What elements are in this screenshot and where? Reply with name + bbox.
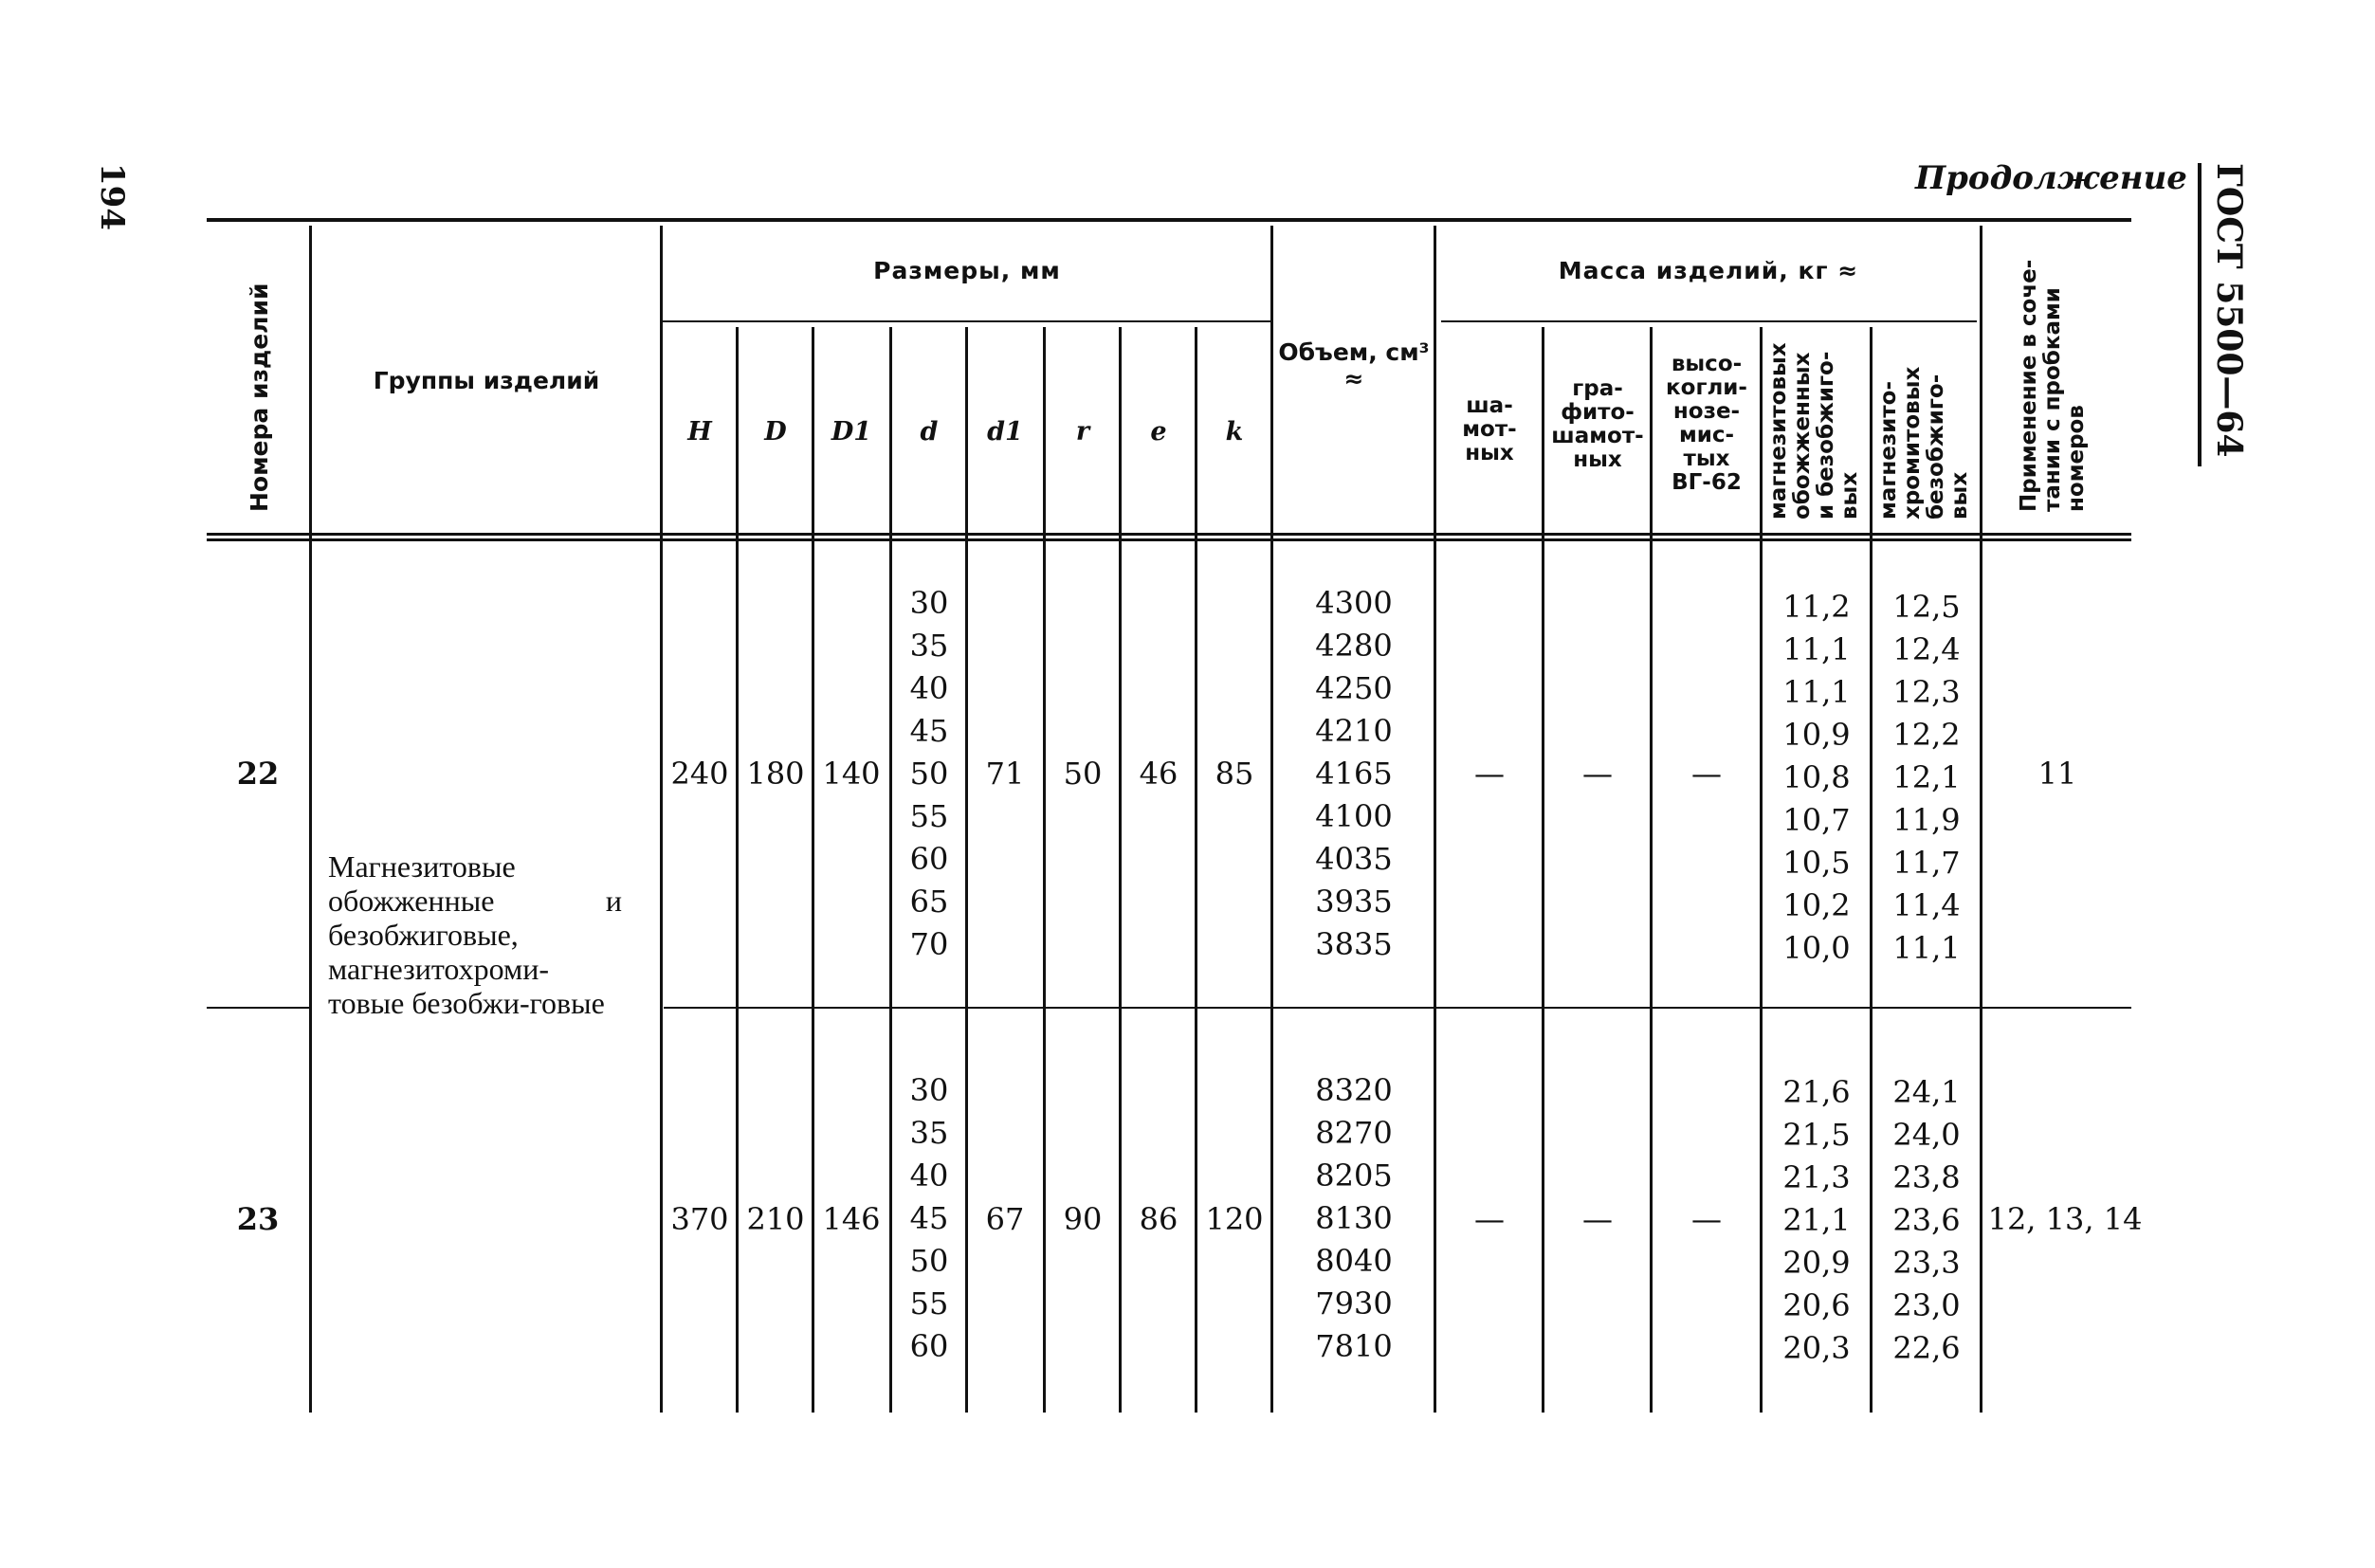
row-22-d-list	[891, 582, 967, 966]
row-23-D: 210	[746, 1201, 805, 1237]
list-item: 10,8	[1782, 759, 1851, 795]
list-item: 21,5	[1782, 1117, 1851, 1153]
list-item: 10,2	[1782, 887, 1851, 923]
header-groups: Группы изделий	[373, 367, 600, 394]
header-item-numbers: Номера изделий	[246, 283, 273, 512]
list-item: 23,8	[1892, 1159, 1961, 1195]
row-22-volume-list	[1274, 582, 1434, 966]
list-item: 40	[909, 670, 949, 706]
row-23-H: 370	[670, 1201, 729, 1237]
list-item: 10,7	[1782, 802, 1851, 838]
list-item: 12,2	[1892, 717, 1961, 753]
list-item: 10,9	[1782, 717, 1851, 753]
header-mass-chamotte: ша- мот- ных	[1462, 393, 1517, 465]
list-item: 30	[909, 1072, 949, 1108]
col-border-H	[736, 327, 739, 1413]
col-border-chamotte	[1542, 327, 1544, 1413]
list-item: 50	[909, 756, 949, 792]
col-border-r	[1119, 327, 1122, 1413]
list-item: 60	[909, 1328, 949, 1364]
header-bottom-border	[207, 533, 2131, 536]
list-item: 4280	[1315, 628, 1393, 664]
dim-symbol-H: H	[687, 417, 712, 447]
header-mass-high-alumina: высо- когли- нозе- мис- тых ВГ-62	[1666, 352, 1747, 495]
list-item: 30	[909, 585, 949, 621]
list-item: 35	[909, 1115, 949, 1151]
row-22-d1: 71	[985, 756, 1025, 792]
row-22-k: 85	[1215, 756, 1254, 792]
row-23-high-alumina: —	[1691, 1201, 1722, 1237]
dim-symbol-d1: d1	[987, 417, 1023, 447]
col-border-number	[309, 226, 312, 1413]
list-item: 8320	[1315, 1072, 1393, 1108]
dim-symbol-e: e	[1150, 417, 1167, 447]
list-item: 8205	[1315, 1158, 1393, 1194]
list-item: 12,4	[1892, 631, 1961, 667]
list-item: 11,9	[1892, 802, 1961, 838]
list-item: 60	[909, 841, 949, 877]
list-item: 11,7	[1892, 845, 1961, 881]
list-item: 11,1	[1782, 631, 1851, 667]
row-22-magnesite-chromite-list	[1873, 586, 1980, 970]
list-item: 4210	[1315, 713, 1393, 749]
row-divider-right	[664, 1007, 2131, 1009]
list-item: 20,9	[1782, 1245, 1851, 1281]
row-22-D1: 140	[822, 756, 881, 792]
list-item: 23,6	[1892, 1202, 1961, 1238]
row-23-d1: 67	[985, 1201, 1025, 1237]
header-sizes: Размеры, мм	[873, 257, 1061, 284]
list-item: 8130	[1315, 1200, 1393, 1236]
standard-rule	[2198, 163, 2201, 466]
list-item: 7930	[1315, 1285, 1393, 1322]
row-22-H: 240	[670, 756, 729, 792]
header-mass-magnesite: магнезитовых обожженных и безобжиго- вых	[1766, 342, 1862, 520]
dim-symbol-D: D	[764, 417, 787, 447]
header-mass-graphite: гра- фито- шамот- ных	[1551, 376, 1644, 472]
list-item: 45	[909, 713, 949, 749]
list-item: 11,1	[1782, 674, 1851, 710]
col-border-magchrom	[1980, 226, 1982, 1413]
row-23-d-list	[891, 1069, 967, 1368]
list-item: 21,3	[1782, 1159, 1851, 1195]
list-item: 3835	[1315, 926, 1393, 962]
list-item: 24,0	[1892, 1117, 1961, 1153]
header-mass-magnesite-chromite: магнезито- хромитовых безобжиго- вых	[1876, 366, 1972, 520]
table-top-border	[207, 218, 2131, 222]
header-bottom-border-2	[207, 538, 2131, 541]
row-23-D1: 146	[822, 1201, 881, 1237]
list-item: 45	[909, 1200, 949, 1236]
row-23-r: 90	[1063, 1201, 1103, 1237]
list-item: 23,0	[1892, 1287, 1961, 1323]
row-23-application: 12, 13, 14	[1987, 1201, 2143, 1237]
list-item: 11,2	[1782, 589, 1851, 625]
col-border-d1	[1043, 327, 1046, 1413]
list-item: 12,5	[1892, 589, 1961, 625]
list-item: 10,5	[1782, 845, 1851, 881]
group-name: Магнезитовые обожженные и безобжиговые, магнезитохроми-товые безобжи-говые	[328, 849, 622, 1020]
continuation-label: Продолжение	[1915, 159, 2187, 197]
list-item: 7810	[1315, 1328, 1393, 1364]
header-volume: Объем, см³ ≈	[1278, 338, 1430, 392]
list-item: 11,4	[1892, 887, 1961, 923]
page-number: 194	[93, 163, 131, 230]
header-application: Применение в соче- тании с пробками номеров	[2017, 259, 2089, 512]
col-border-graphite	[1650, 327, 1653, 1413]
list-item: 50	[909, 1243, 949, 1279]
list-item: 11,1	[1892, 930, 1961, 966]
list-item: 21,1	[1782, 1202, 1851, 1238]
list-item: 4100	[1315, 798, 1393, 834]
mass-underline	[1441, 320, 1977, 322]
row-23-volume-list	[1274, 1069, 1434, 1368]
row-22-magnesite-list	[1763, 586, 1870, 970]
list-item: 65	[909, 884, 949, 920]
list-item: 4300	[1315, 585, 1393, 621]
col-border-e	[1195, 327, 1197, 1413]
row-23-magnesite-list	[1763, 1071, 1870, 1370]
list-item: 70	[909, 926, 949, 962]
header-mass: Масса изделий, кг ≈	[1558, 257, 1859, 284]
row-23-k: 120	[1205, 1201, 1264, 1237]
list-item: 12,1	[1892, 759, 1961, 795]
standard-designation: ГОСТ 5500—64	[2209, 163, 2249, 458]
row-22-number: 22	[236, 756, 280, 792]
list-item: 3935	[1315, 884, 1393, 920]
list-item: 55	[909, 1285, 949, 1322]
row-23-magnesite-chromite-list	[1873, 1071, 1980, 1370]
row-22-e: 46	[1139, 756, 1178, 792]
row-23-number: 23	[236, 1201, 280, 1237]
dim-symbol-d: d	[920, 417, 939, 447]
list-item: 23,3	[1892, 1245, 1961, 1281]
list-item: 20,6	[1782, 1287, 1851, 1323]
list-item: 4165	[1315, 756, 1393, 792]
list-item: 4035	[1315, 841, 1393, 877]
list-item: 4250	[1315, 670, 1393, 706]
list-item: 40	[909, 1158, 949, 1194]
col-border-D	[812, 327, 814, 1413]
row-divider-left	[207, 1007, 309, 1009]
list-item: 8270	[1315, 1115, 1393, 1151]
row-23-graphite: —	[1582, 1201, 1613, 1237]
list-item: 20,3	[1782, 1330, 1851, 1366]
col-border-magnesite	[1870, 327, 1873, 1413]
col-border-volume	[1434, 226, 1436, 1413]
list-item: 21,6	[1782, 1074, 1851, 1110]
list-item: 10,0	[1782, 930, 1851, 966]
row-22-application: 11	[2037, 756, 2077, 792]
row-22-D: 180	[746, 756, 805, 792]
list-item: 55	[909, 798, 949, 834]
dim-symbol-r: r	[1075, 417, 1090, 447]
sizes-underline	[662, 320, 1270, 322]
dim-symbol-D1: D1	[831, 417, 872, 447]
dim-symbol-k: k	[1225, 417, 1244, 447]
list-item: 8040	[1315, 1243, 1393, 1279]
row-22-graphite: —	[1582, 756, 1613, 792]
row-22-chamotte: —	[1474, 756, 1505, 792]
row-22-r: 50	[1063, 756, 1103, 792]
row-23-chamotte: —	[1474, 1201, 1505, 1237]
col-border-highalumina	[1760, 327, 1763, 1413]
list-item: 12,3	[1892, 674, 1961, 710]
row-22-high-alumina: —	[1691, 756, 1722, 792]
row-23-e: 86	[1139, 1201, 1178, 1237]
list-item: 35	[909, 628, 949, 664]
list-item: 22,6	[1892, 1330, 1961, 1366]
list-item: 24,1	[1892, 1074, 1961, 1110]
